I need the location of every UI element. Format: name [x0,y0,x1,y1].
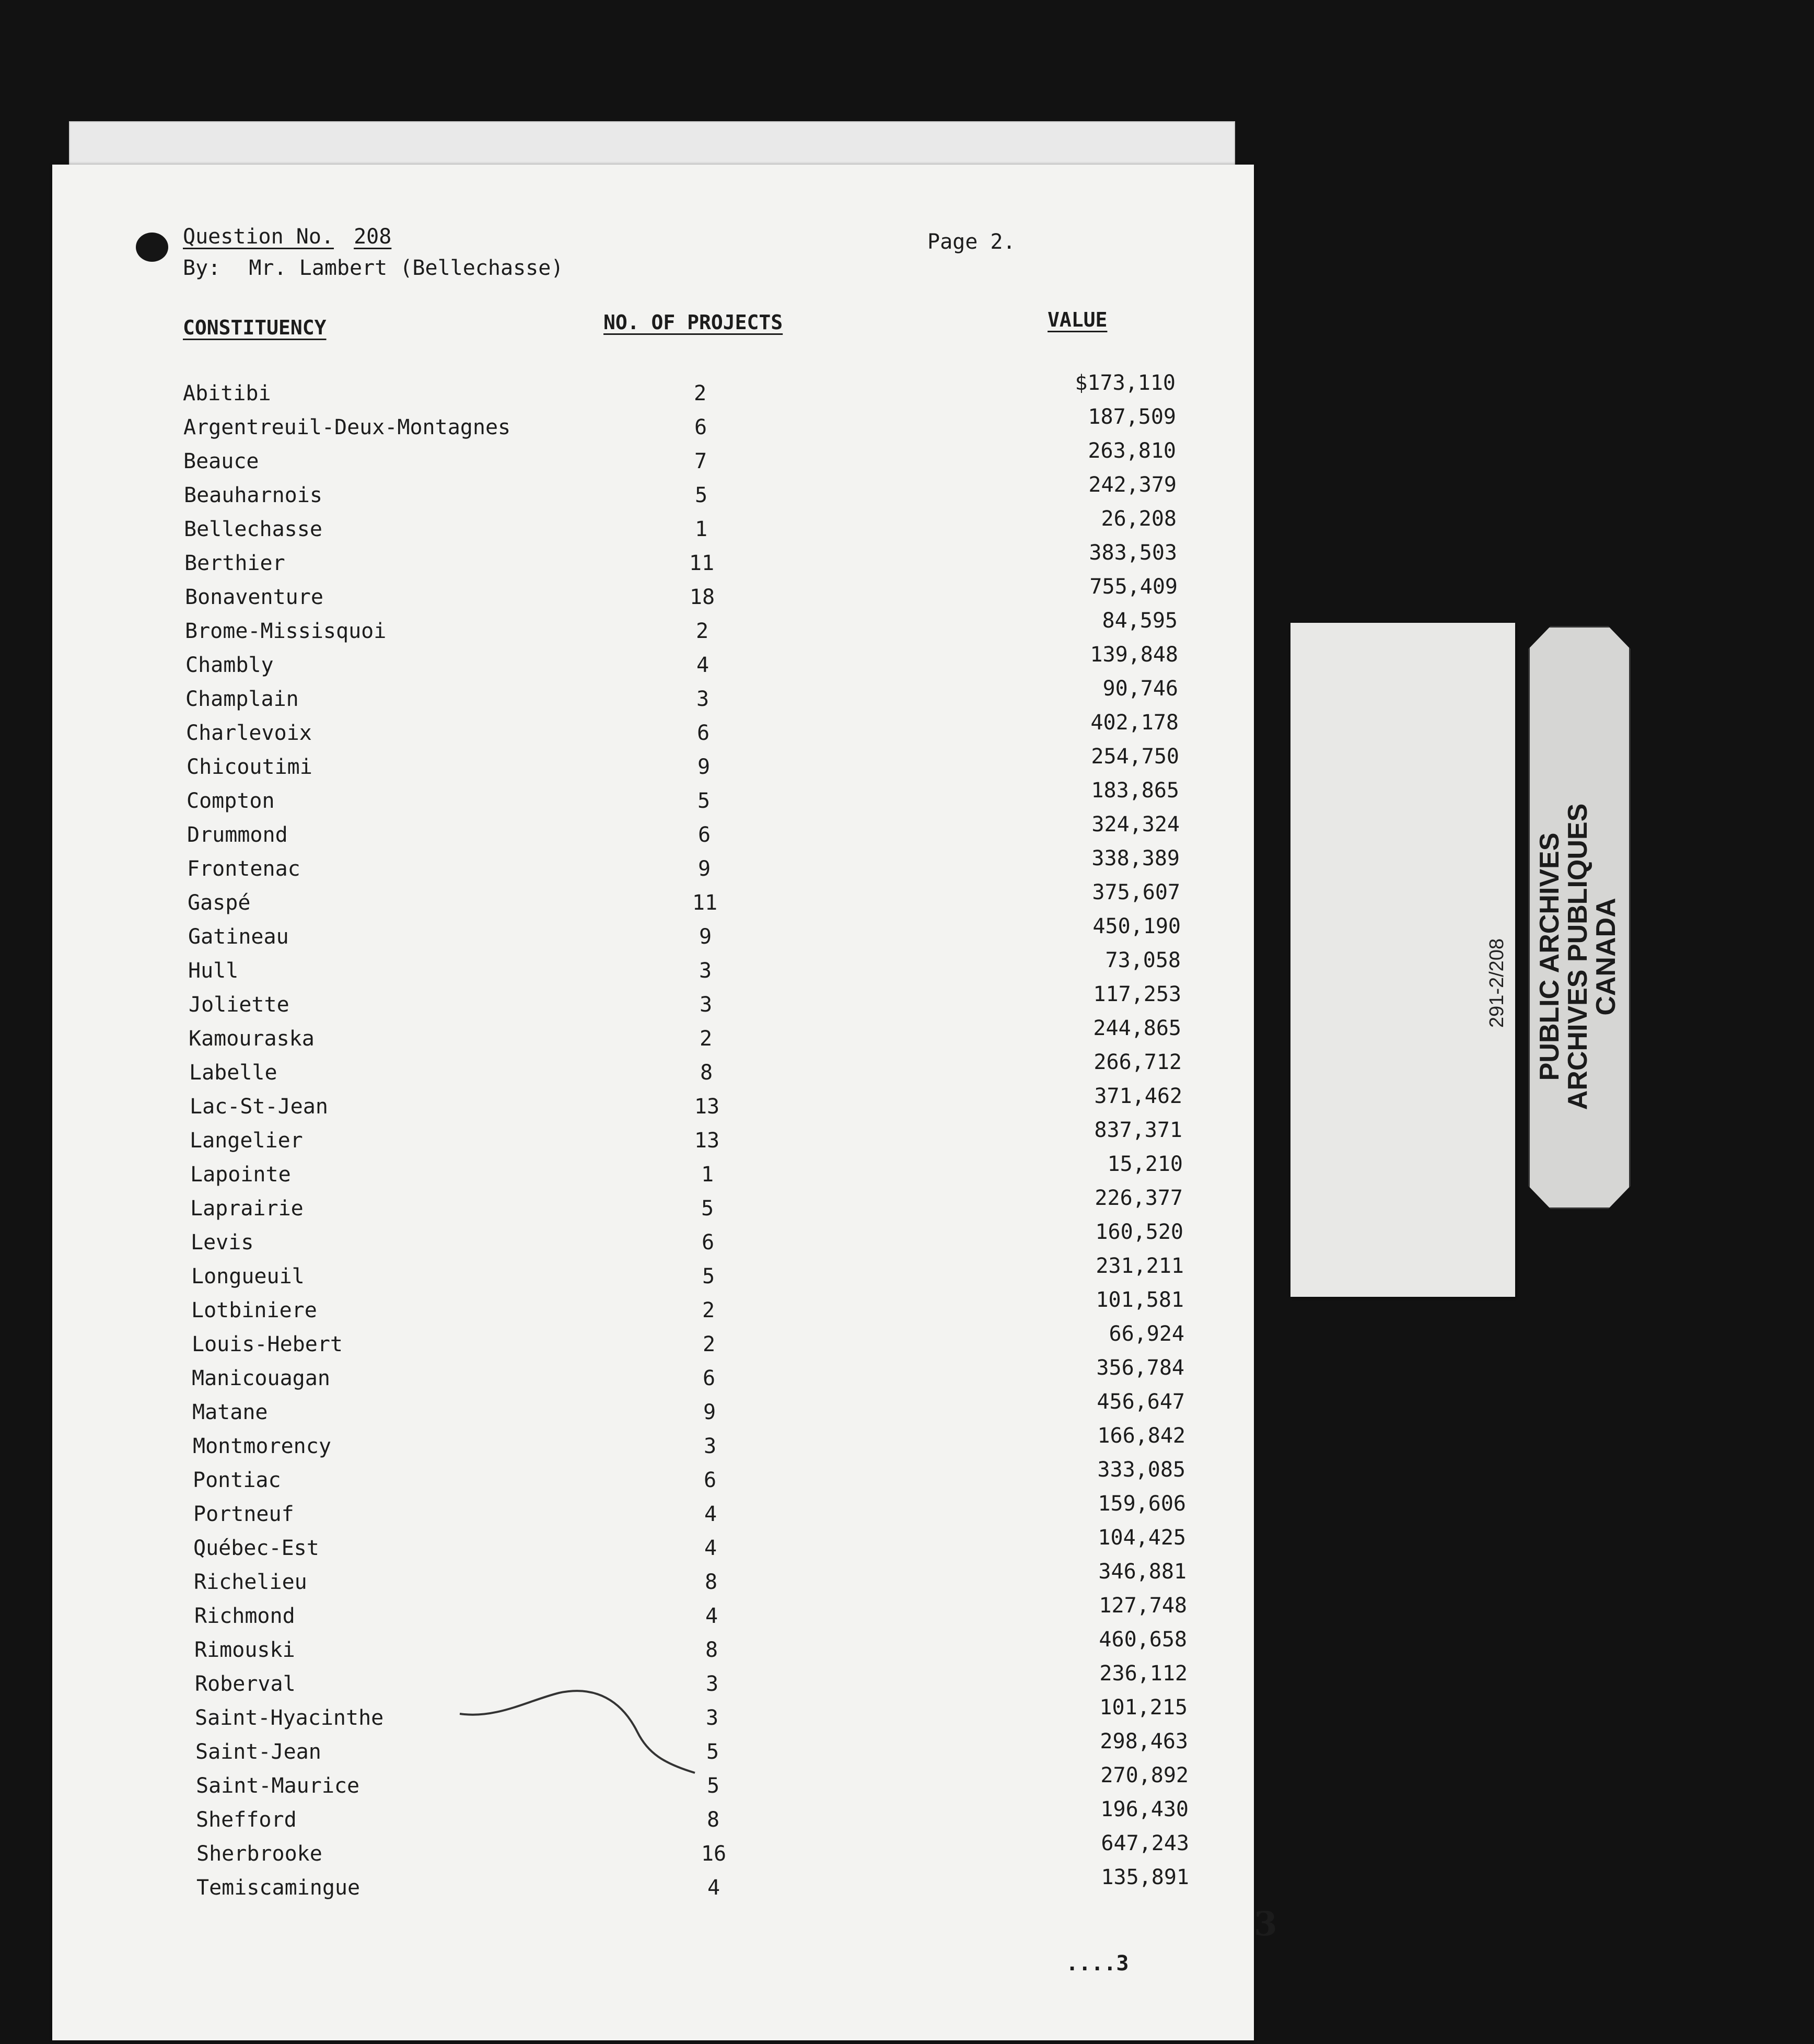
project-value: 101,215 [1099,1695,1188,1720]
constituency-name: Langelier [190,1129,303,1153]
document-page [52,165,1277,2040]
constituency-name: Frontenac [187,857,300,881]
project-value: 263,810 [1088,439,1176,463]
constituency-name: Gatineau [188,925,289,949]
constituency-name: Gaspé [188,891,251,915]
stamp-line-2: ARCHIVES PUBLIQUES [1563,803,1593,1110]
project-count: 6 [703,1468,717,1492]
constituency-name: Chambly [185,653,274,677]
project-value: 160,520 [1095,1220,1183,1244]
project-count: 2 [702,1332,716,1356]
constituency-name: Compton [187,789,275,813]
project-value: 127,748 [1099,1594,1187,1618]
constituency-name: Argentreuil-Deux-Montagnes [183,415,511,439]
project-count: 5 [706,1774,720,1798]
project-count: 2 [695,619,709,643]
project-value: 104,425 [1098,1526,1186,1550]
project-value: 460,658 [1099,1628,1187,1652]
project-value: 196,430 [1100,1797,1189,1821]
project-count: 18 [689,585,715,609]
constituency-name: Lapointe [190,1163,291,1187]
stamp-line-3: CANADA [1591,898,1621,1016]
project-value: 324,324 [1091,812,1180,837]
project-value: 26,208 [1101,507,1177,531]
project-value: 84,595 [1102,609,1178,633]
project-value: 187,509 [1088,405,1176,429]
project-value: 231,211 [1096,1254,1184,1278]
constituency-name: Saint-Jean [195,1740,321,1764]
column-header-value: VALUE [1048,308,1108,331]
project-count: 5 [694,483,708,507]
project-count: 5 [702,1264,715,1288]
project-value: 383,503 [1089,541,1177,565]
project-value: 456,647 [1097,1390,1185,1414]
project-count: 8 [704,1570,718,1594]
project-count: 3 [699,993,713,1017]
project-value: $173,110 [1075,371,1176,395]
constituency-name: Hull [188,959,239,983]
project-count: 5 [697,789,711,813]
constituency-name: Beauce [183,449,259,473]
constituency-name: Joliette [189,993,289,1017]
project-value: 244,865 [1093,1016,1181,1040]
project-count: 2 [693,381,707,405]
project-count: 8 [706,1808,720,1832]
constituency-name: Rimouski [194,1638,295,1662]
constituency-name: Chicoutimi [187,755,312,779]
project-value: 15,210 [1107,1152,1183,1176]
constituency-name: Charlevoix [186,721,312,745]
project-count: 3 [703,1434,717,1458]
constituency-name: Portneuf [193,1502,294,1526]
question-line [183,225,391,249]
project-value: 338,389 [1091,846,1180,870]
column-header-constituency: CONSTITUENCY [183,316,327,339]
constituency-name: Richmond [194,1604,295,1628]
constituency-name: Shefford [196,1808,297,1832]
project-count: 3 [705,1672,719,1696]
constituency-name: Brome-Missisquoi [185,619,387,643]
project-count: 11 [689,551,715,575]
project-value: 755,409 [1089,575,1178,599]
project-value: 66,924 [1109,1322,1184,1346]
constituency-name: Pontiac [193,1468,281,1492]
project-value: 266,712 [1094,1050,1182,1074]
project-count: 8 [700,1061,713,1085]
constituency-name: Champlain [185,687,299,711]
constituency-name: Matane [192,1400,268,1424]
constituency-name: Kamouraska [189,1027,315,1051]
constituency-name: Québec-Est [193,1536,319,1560]
project-count: 1 [701,1163,714,1187]
project-count: 9 [703,1400,716,1424]
constituency-name: Bellechasse [184,517,322,541]
archive-reference: 291-2/208 [1486,938,1508,1028]
ink-blot [136,233,168,262]
constituency-name: Louis-Hebert [192,1332,343,1356]
constituency-name: Montmorency [193,1434,331,1458]
project-value: 183,865 [1091,779,1179,803]
by-label: By: [183,256,221,280]
project-count: 9 [697,755,711,779]
project-count: 4 [707,1876,720,1900]
project-value: 356,784 [1096,1356,1184,1380]
project-value: 117,253 [1093,982,1181,1006]
project-count: 13 [694,1095,720,1119]
project-value: 166,842 [1097,1424,1185,1448]
column-header-projects: NO. OF PROJECTS [603,311,783,334]
constituency-name: Lotbiniere [191,1298,317,1322]
page-number: Page 2. [927,230,1016,254]
project-value: 159,606 [1098,1492,1186,1516]
project-count: 4 [704,1536,717,1560]
project-value: 298,463 [1100,1729,1188,1753]
project-value: 371,462 [1094,1084,1182,1108]
stamp-line-1: PUBLIC ARCHIVES [1534,832,1565,1081]
project-value: 254,750 [1091,745,1179,769]
project-value: 73,058 [1105,948,1181,972]
project-count: 4 [696,653,710,677]
constituency-name: Beauharnois [184,483,322,507]
project-count: 9 [699,925,712,949]
by-name: Mr. Lambert (Bellechasse) [249,256,564,280]
question-label: Question No. [183,225,334,249]
project-count: 3 [696,687,710,711]
constituency-name: Labelle [189,1061,277,1085]
project-count: 6 [696,721,710,745]
constituency-name: Saint-Hyacinthe [195,1706,384,1730]
archive-stamp [1534,803,1621,1110]
project-value: 647,243 [1101,1831,1189,1855]
project-value: 90,746 [1102,677,1178,701]
constituency-name: Longueuil [191,1264,305,1288]
constituency-name: Levis [191,1230,254,1255]
constituency-name: Sherbrooke [196,1842,322,1866]
project-count: 4 [704,1502,717,1526]
project-count: 3 [699,959,712,983]
constituency-name: Saint-Maurice [196,1774,360,1798]
project-count: 2 [702,1298,715,1322]
project-count: 7 [694,449,707,473]
corner-page-number: 3 [1254,1904,1277,1944]
project-value: 270,892 [1100,1763,1189,1787]
pen-scribble [449,1659,763,1779]
constituency-name: Roberval [195,1672,296,1696]
constituency-name: Bonaventure [185,585,323,609]
constituency-name: Temiscamingue [196,1876,361,1900]
project-value: 333,085 [1097,1458,1185,1482]
archive-label-card [1290,623,1515,1297]
project-count: 3 [705,1706,719,1730]
project-count: 6 [702,1366,716,1390]
project-value: 402,178 [1090,711,1179,735]
project-value: 450,190 [1092,914,1181,938]
project-count: 6 [697,823,711,847]
project-value: 375,607 [1092,880,1180,904]
constituency-name: Richelieu [194,1570,307,1594]
constituency-name: Berthier [184,551,285,575]
project-count: 8 [705,1638,718,1662]
project-count: 6 [694,415,707,439]
project-value: 242,379 [1088,473,1177,497]
project-value: 139,848 [1090,643,1178,667]
project-value: 236,112 [1099,1662,1188,1686]
constituency-name: Manicouagan [192,1366,330,1390]
constituency-name: Drummond [187,823,288,847]
project-count: 1 [694,517,708,541]
project-count: 11 [692,891,718,915]
project-count: 16 [701,1842,727,1866]
constituency-name: Laprairie [190,1197,304,1221]
project-count: 4 [705,1604,718,1628]
project-count: 13 [694,1129,720,1153]
project-count: 6 [701,1230,715,1255]
project-value: 837,371 [1094,1118,1182,1142]
project-value: 101,581 [1096,1288,1184,1312]
project-value: 346,881 [1098,1560,1187,1584]
project-count: 2 [699,1027,713,1051]
project-value: 226,377 [1095,1186,1183,1210]
project-count: 9 [697,857,711,881]
constituency-name: Abitibi [183,381,271,405]
continued-marker: ....3 [1066,1952,1129,1976]
question-number: 208 [354,225,392,249]
project-count: 5 [706,1740,719,1764]
constituency-name: Lac-St-Jean [190,1095,328,1119]
project-value: 135,891 [1101,1865,1189,1889]
project-count: 5 [701,1197,714,1221]
by-line [183,256,563,280]
table-row [66,1865,1268,1910]
